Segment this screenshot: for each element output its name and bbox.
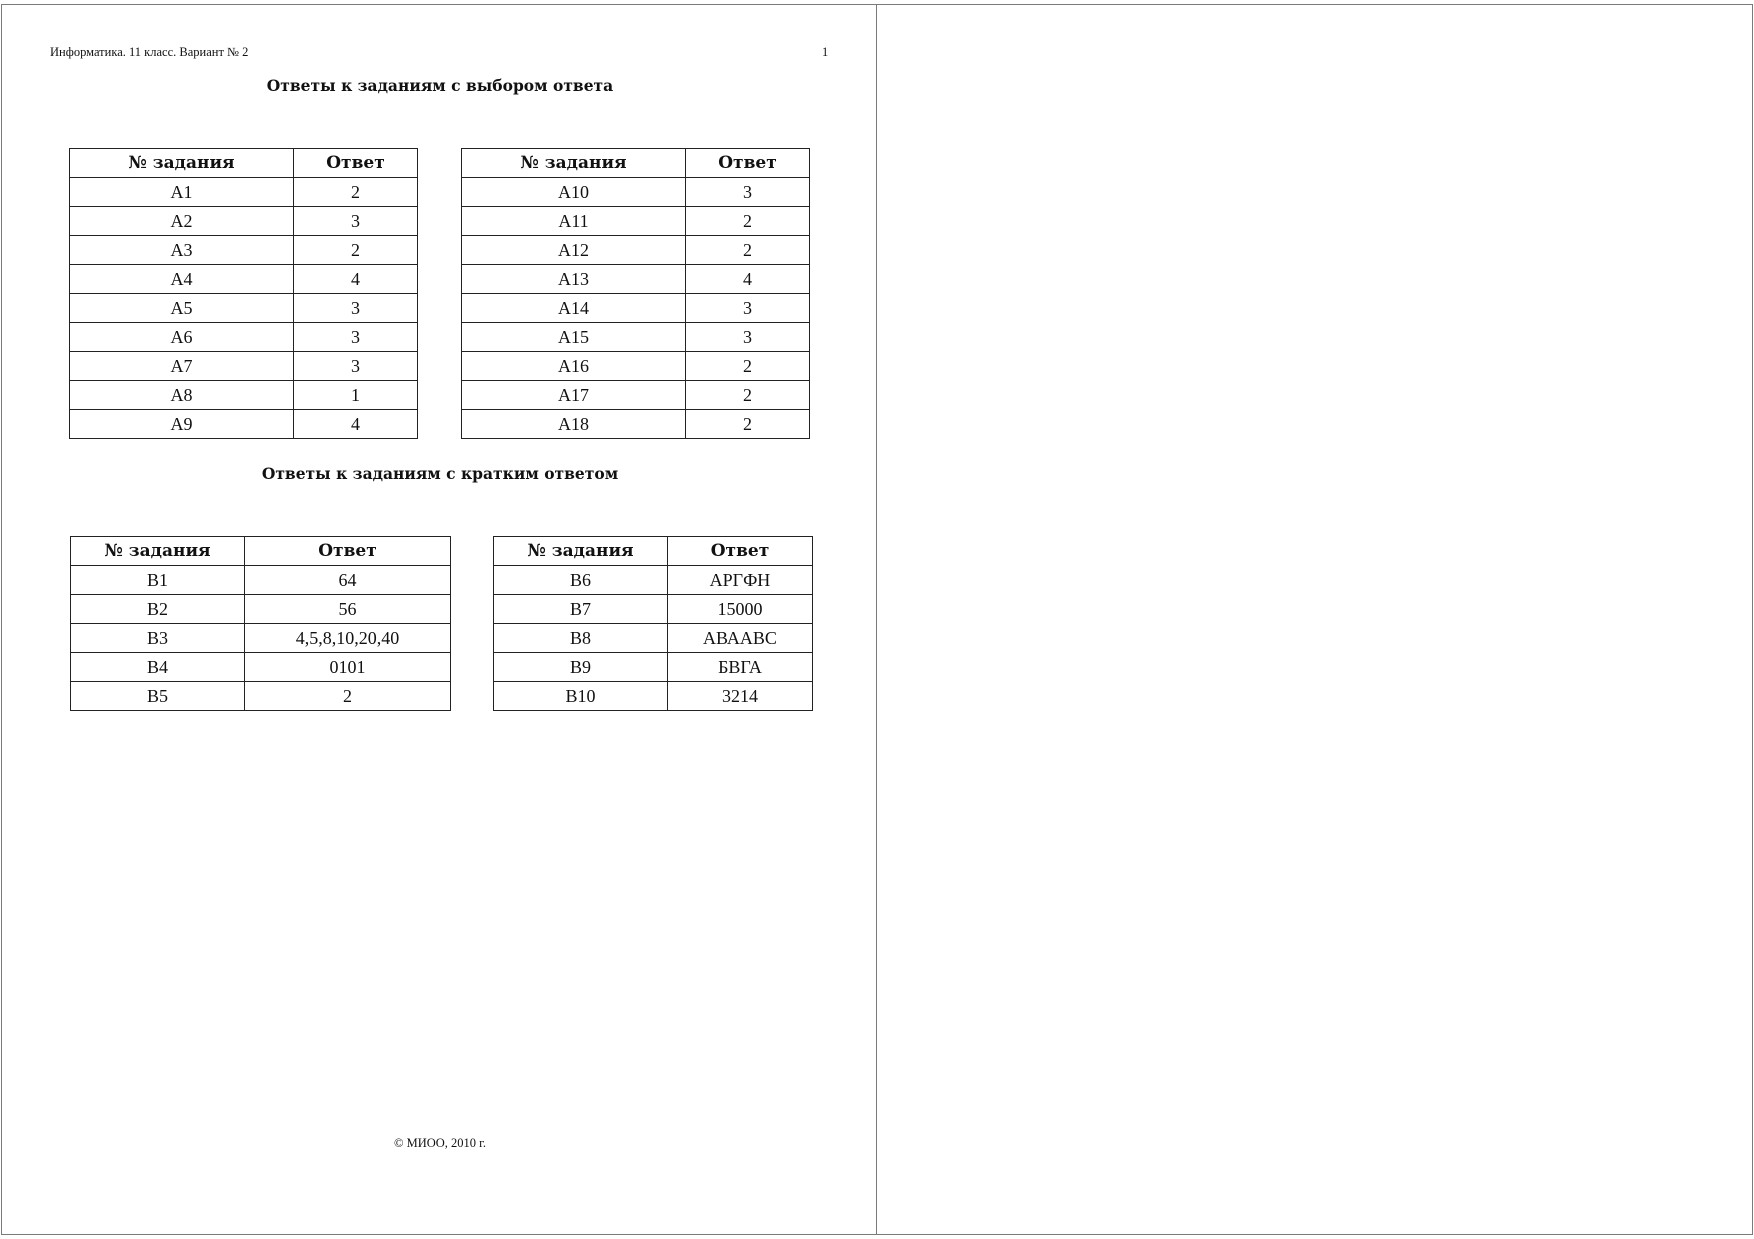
answer-value: 2 bbox=[294, 178, 418, 207]
table-row bbox=[462, 294, 810, 323]
table-row bbox=[70, 207, 418, 236]
task-number: А18 bbox=[462, 410, 686, 439]
task-number: А13 bbox=[462, 265, 686, 294]
answer-value: 2 bbox=[686, 410, 810, 439]
copyright-footer: © МИОО, 2010 г. bbox=[393, 1136, 487, 1150]
table-row bbox=[70, 410, 418, 439]
answer-value: 2 bbox=[686, 236, 810, 265]
table-row bbox=[71, 682, 451, 711]
answer-value: 3 bbox=[686, 178, 810, 207]
task-number: А8 bbox=[70, 381, 294, 410]
table-row bbox=[494, 624, 813, 653]
task-number: В1 bbox=[71, 566, 245, 595]
answer-value: 3 bbox=[294, 323, 418, 352]
table-row bbox=[462, 410, 810, 439]
answer-value: 3 bbox=[686, 294, 810, 323]
page-right-blank bbox=[876, 4, 1753, 1235]
page-left bbox=[1, 4, 877, 1235]
task-number: А17 bbox=[462, 381, 686, 410]
answer-value: 4 bbox=[294, 265, 418, 294]
table-row bbox=[70, 178, 418, 207]
column-header-task: № задания bbox=[462, 149, 686, 178]
table-row bbox=[462, 323, 810, 352]
table-row bbox=[70, 294, 418, 323]
table-row bbox=[494, 682, 813, 711]
answer-value: АВААВС bbox=[668, 624, 813, 653]
task-number: А10 bbox=[462, 178, 686, 207]
answer-value: 3 bbox=[294, 294, 418, 323]
table-row bbox=[494, 595, 813, 624]
page-number: 1 bbox=[822, 45, 829, 59]
column-header-task: № задания bbox=[71, 537, 245, 566]
table-row bbox=[462, 352, 810, 381]
table-row bbox=[71, 653, 451, 682]
table-row bbox=[462, 178, 810, 207]
answer-value: 4 bbox=[686, 265, 810, 294]
task-number: В6 bbox=[494, 566, 668, 595]
table-header-row bbox=[494, 537, 813, 566]
task-number: А5 bbox=[70, 294, 294, 323]
task-number: А7 bbox=[70, 352, 294, 381]
answer-value: 0101 bbox=[245, 653, 451, 682]
column-header-answer: Ответ bbox=[668, 537, 813, 566]
answer-value: 56 bbox=[245, 595, 451, 624]
answer-value: 3214 bbox=[668, 682, 813, 711]
answer-value: 3 bbox=[686, 323, 810, 352]
answer-value: 2 bbox=[686, 352, 810, 381]
table-row bbox=[462, 207, 810, 236]
answer-value: 2 bbox=[294, 236, 418, 265]
task-number: В8 bbox=[494, 624, 668, 653]
task-number: В9 bbox=[494, 653, 668, 682]
task-number: А2 bbox=[70, 207, 294, 236]
table-row bbox=[71, 595, 451, 624]
task-number: А3 bbox=[70, 236, 294, 265]
running-title: Информатика. 11 класс. Вариант № 2 bbox=[50, 45, 249, 59]
answers-table-b1-b5 bbox=[70, 536, 451, 711]
table-header-row bbox=[462, 149, 810, 178]
task-number: В10 bbox=[494, 682, 668, 711]
answers-table-b6-b10 bbox=[493, 536, 813, 711]
task-number: В5 bbox=[71, 682, 245, 711]
task-number: А12 bbox=[462, 236, 686, 265]
answer-value: 2 bbox=[686, 207, 810, 236]
table-row bbox=[70, 265, 418, 294]
task-number: А4 bbox=[70, 265, 294, 294]
column-header-task: № задания bbox=[494, 537, 668, 566]
task-number: В4 bbox=[71, 653, 245, 682]
table-header-row bbox=[70, 149, 418, 178]
column-header-answer: Ответ bbox=[686, 149, 810, 178]
column-header-answer: Ответ bbox=[294, 149, 418, 178]
table-row bbox=[70, 352, 418, 381]
section-heading-short-answer: Ответы к заданиям с кратким ответом bbox=[261, 464, 619, 483]
task-number: В2 bbox=[71, 595, 245, 624]
answers-table-a10-a18 bbox=[461, 148, 810, 439]
task-number: А14 bbox=[462, 294, 686, 323]
table-row bbox=[70, 236, 418, 265]
answer-value: 3 bbox=[294, 207, 418, 236]
task-number: А1 bbox=[70, 178, 294, 207]
table-row bbox=[462, 236, 810, 265]
table-row bbox=[70, 381, 418, 410]
answer-value: АРГФН bbox=[668, 566, 813, 595]
column-header-task: № задания bbox=[70, 149, 294, 178]
column-header-answer: Ответ bbox=[245, 537, 451, 566]
answer-value: 15000 bbox=[668, 595, 813, 624]
answer-value: БВГА bbox=[668, 653, 813, 682]
task-number: А6 bbox=[70, 323, 294, 352]
table-row bbox=[462, 265, 810, 294]
task-number: В3 bbox=[71, 624, 245, 653]
section-heading-multiple-choice: Ответы к заданиям с выбором ответа bbox=[266, 76, 614, 95]
table-row bbox=[494, 566, 813, 595]
task-number: А16 bbox=[462, 352, 686, 381]
table-row bbox=[71, 624, 451, 653]
answer-value: 2 bbox=[686, 381, 810, 410]
answers-table-a1-a9 bbox=[69, 148, 418, 439]
answer-value: 64 bbox=[245, 566, 451, 595]
table-row bbox=[462, 381, 810, 410]
answer-value: 2 bbox=[245, 682, 451, 711]
answer-value: 1 bbox=[294, 381, 418, 410]
task-number: А9 bbox=[70, 410, 294, 439]
table-header-row bbox=[71, 537, 451, 566]
table-row bbox=[494, 653, 813, 682]
task-number: А11 bbox=[462, 207, 686, 236]
answer-value: 4,5,8,10,20,40 bbox=[245, 624, 451, 653]
answer-value: 3 bbox=[294, 352, 418, 381]
task-number: В7 bbox=[494, 595, 668, 624]
task-number: А15 bbox=[462, 323, 686, 352]
answer-value: 4 bbox=[294, 410, 418, 439]
table-row bbox=[71, 566, 451, 595]
table-row bbox=[70, 323, 418, 352]
